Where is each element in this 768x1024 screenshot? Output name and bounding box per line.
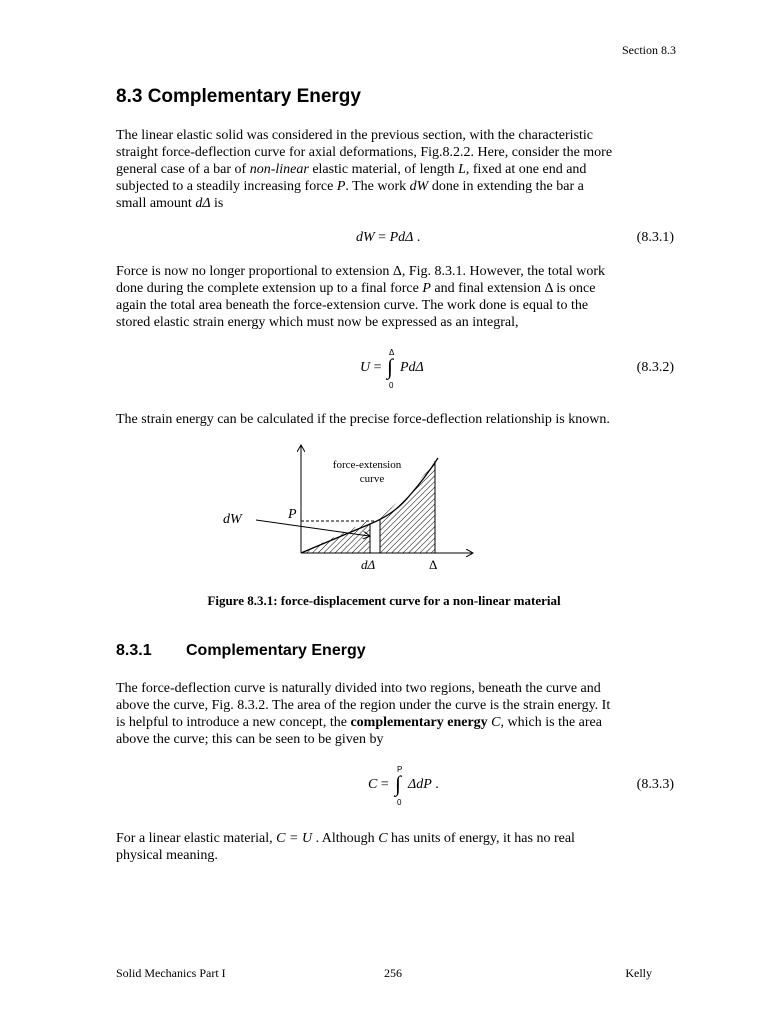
subsection-title bbox=[116, 642, 366, 660]
text-line: stored elastic strain energy which must now be expressed as an integral, bbox=[116, 315, 519, 330]
dW-label: dW bbox=[223, 512, 242, 527]
text-line: straight force-deflection curve for axial deformations, Fig.8.2.2. Here, consider the more bbox=[116, 145, 613, 160]
subsection-title-text: Complementary Energy bbox=[186, 642, 366, 659]
running-header: Section 8.3 bbox=[622, 43, 676, 57]
force-extension-figure bbox=[210, 440, 500, 580]
dW-pointer bbox=[256, 520, 369, 536]
text-line: Force is now no longer proportional to extension Δ, Fig. 8.3.1. However, the total work bbox=[116, 264, 606, 279]
text-line: The strain energy can be calculated if the precise force-deflection relationship is known. bbox=[116, 412, 610, 427]
text-line: subjected to a steadily increasing force P. The work dW done in extending the bar a bbox=[116, 179, 584, 194]
footer-course: Solid Mechanics Part I bbox=[116, 966, 226, 980]
dDelta-label: dΔ bbox=[361, 557, 376, 572]
text-line: For a linear elastic material, C = U . Although C has units of energy, it has no real bbox=[116, 831, 575, 846]
figure-caption: Figure 8.3.1: force-displacement curve for a non-linear material bbox=[207, 593, 561, 608]
P-label: P bbox=[288, 507, 297, 522]
equation-8-3-1: dW = PdΔ . bbox=[356, 230, 421, 245]
curve-label: force-extension bbox=[332, 459, 402, 471]
section-title: 8.3 Complementary Energy bbox=[116, 86, 361, 107]
equation-number: (8.3.3) bbox=[636, 777, 674, 792]
equation-8-3-3: C = P ∫ 0 ΔdP . bbox=[368, 765, 439, 807]
Delta-label: Δ bbox=[429, 557, 438, 572]
text-line: general case of a bar of non-linear elastic material, of length L, fixed at one end and bbox=[116, 162, 587, 177]
equation-number: (8.3.2) bbox=[636, 360, 674, 375]
paragraph-complementary bbox=[116, 680, 676, 748]
footer-author: Kelly bbox=[625, 966, 652, 980]
text-line: physical meaning. bbox=[116, 848, 218, 863]
equation-8-3-2: U = Δ ∫ 0 PdΔ bbox=[360, 348, 424, 390]
text-line: is helpful to introduce a new concept, the complementary energy C, which is the area bbox=[116, 715, 602, 730]
subsection-number: 8.3.1 bbox=[116, 642, 152, 659]
text-line: The linear elastic solid was considered in the previous section, with the characteristic bbox=[116, 128, 594, 143]
paragraph-strain-energy bbox=[116, 411, 676, 428]
paragraph-work bbox=[116, 263, 676, 331]
text-line: done during the complete extension up to a final force P and final extension Δ is once bbox=[116, 281, 596, 296]
curve-label-2: curve bbox=[359, 473, 385, 485]
text-line: again the total area beneath the force-extension curve. The work done is equal to the bbox=[116, 298, 589, 313]
paragraph-linear bbox=[116, 830, 676, 864]
footer-page-number: 256 bbox=[384, 966, 402, 980]
text-line: The force-deflection curve is naturally divided into two regions, beneath the curve and bbox=[116, 681, 601, 696]
text-line: above the curve; this can be seen to be given by bbox=[116, 732, 384, 747]
paragraph-intro bbox=[116, 127, 676, 212]
text-line: above the curve, Fig. 8.3.2. The area of the region under the curve is the strain energy. It bbox=[116, 698, 611, 713]
text-line: small amount dΔ is bbox=[116, 196, 224, 211]
equation-number: (8.3.1) bbox=[636, 230, 674, 245]
